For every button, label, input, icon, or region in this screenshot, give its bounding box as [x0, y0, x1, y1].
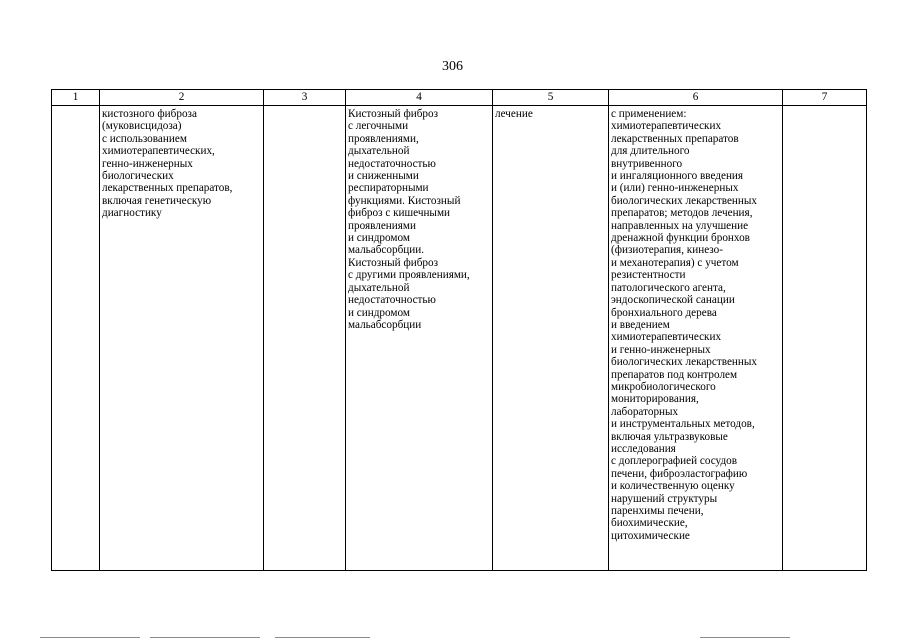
- page-number: 306: [442, 59, 463, 74]
- cell-col1: [52, 106, 100, 571]
- cell-col3: [264, 106, 346, 571]
- column-number-2: 2: [100, 90, 264, 106]
- table-header-row: [52, 90, 867, 106]
- table-row: [52, 106, 867, 571]
- scan-edge-line: [40, 637, 140, 638]
- column-number-3: 3: [264, 90, 346, 106]
- cell-patient-model: Кистозный фиброз с легочными проявлениями, дыхательной недостаточностью и сниженными респираторными функциями. Кистозный фиброз с кишечными проявлениями и синдромом мальабсорбции. Кистозный фиброз с другими проявлениями, дыхательной недостаточностью и синдромом мальабсорбции: [346, 106, 493, 571]
- cell-treatment-type: лечение: [493, 106, 609, 571]
- column-number-7: 7: [783, 90, 867, 106]
- cell-method-name: кистозного фиброза (муковисцидоза) с использованием химиотерапевтических, генно-инженерных биологических лекарственных препаратов, включая генетическую диагностику: [100, 106, 264, 571]
- column-number-4: 4: [346, 90, 493, 106]
- scan-edge-line: [700, 637, 790, 638]
- column-number-1: 1: [52, 90, 100, 106]
- column-number-5: 5: [493, 90, 609, 106]
- scan-edge-line: [150, 637, 260, 638]
- cell-treatment-method: с применением: химиотерапевтических лекарственных препаратов для длительного внутривенного и ингаляционного введения и (или) генно-инженерных биологических лекарственных препаратов; методов лечения, направленных на улучшение дренажной функции бронхов (физиотерапия, кинезо- и механотерапия) с учетом резистентности патологического агента, эндоскопической санации бронхиального дерева и введением химиотерапевтических и генно-инженерных биологических лекарственных препаратов под контролем микробиологического мониторирования, лабораторных и инструментальных методов, включая ультразвуковые исследования с доплерографией сосудов печени, фиброэластографию и количественную оценку нарушений структуры паренхимы печени, биохимические, цитохимические: [609, 106, 783, 571]
- column-number-6: 6: [609, 90, 783, 106]
- cell-col7: [783, 106, 867, 571]
- medical-care-table: [51, 89, 867, 571]
- scan-edge-line: [275, 637, 370, 638]
